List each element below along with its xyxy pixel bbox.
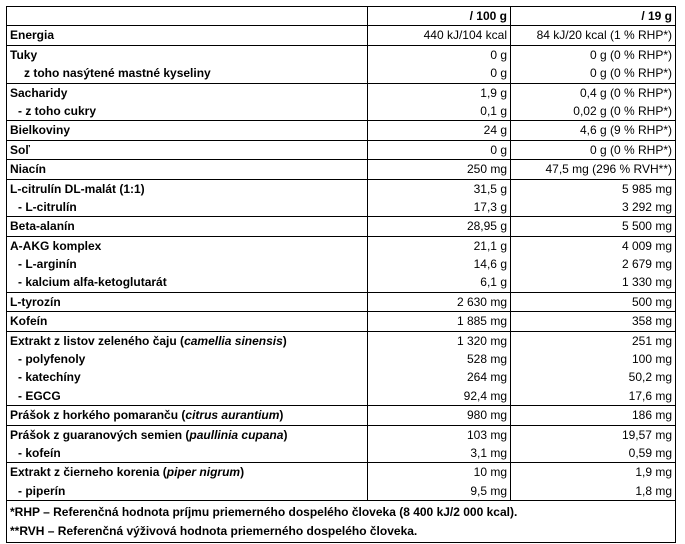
nutrient-label: - L-arginín bbox=[18, 257, 77, 272]
nutrient-name bbox=[10, 273, 364, 291]
nutrient-name bbox=[10, 406, 364, 424]
table-row-group bbox=[7, 331, 676, 406]
header-col-per-serving: / 19 g bbox=[511, 7, 676, 26]
value-per-100g: 528 mg bbox=[466, 352, 507, 367]
latin-name: citrus aurantium bbox=[185, 408, 280, 423]
per-100g-cell bbox=[368, 292, 511, 311]
nutrient-name bbox=[10, 463, 364, 481]
table-row-group bbox=[7, 26, 676, 45]
value-per-100g: 14,6 g bbox=[473, 257, 507, 272]
value-per-serving: 0 g (0 % RHP*) bbox=[589, 66, 672, 81]
per-100g-cell bbox=[368, 236, 511, 292]
value-per-100g: 1 885 mg bbox=[456, 314, 507, 329]
value-per-serving: 100 mg bbox=[631, 352, 672, 367]
value-per-serving: 5 500 mg bbox=[621, 219, 672, 234]
nutrient-name bbox=[10, 426, 364, 444]
value-per-serving: 358 mg bbox=[631, 314, 672, 329]
value-per-serving: 5 985 mg bbox=[621, 181, 672, 196]
table-header-row bbox=[7, 7, 676, 26]
per-serving-cell bbox=[511, 406, 676, 425]
per-100g-cell bbox=[368, 331, 511, 406]
nutrient-label: L-tyrozín bbox=[10, 294, 61, 309]
nutrient-label: Beta-alanín bbox=[10, 219, 75, 234]
nutrient-name bbox=[10, 255, 364, 273]
value-per-100g: 264 mg bbox=[466, 370, 507, 385]
value-per-100g: 0,1 g bbox=[480, 103, 507, 118]
nutrient-label: - polyfenoly bbox=[18, 352, 86, 367]
table-row-group bbox=[7, 217, 676, 236]
value-per-serving: 0,59 mg bbox=[628, 445, 672, 460]
nutrition-table bbox=[6, 6, 676, 543]
value-per-100g: 3,1 mg bbox=[470, 445, 507, 460]
table-row-group bbox=[7, 121, 676, 140]
nutrient-name-cell bbox=[7, 292, 368, 311]
nutrient-label: A-AKG komplex bbox=[10, 238, 102, 253]
nutrient-name-cell bbox=[7, 26, 368, 45]
value-per-serving: 251 mg bbox=[631, 333, 672, 348]
table-row-group bbox=[7, 312, 676, 331]
nutrient-label: Extrakt z listov zeleného čaju ( bbox=[10, 333, 185, 348]
nutrient-label: Tuky bbox=[10, 47, 38, 62]
nutrient-name bbox=[10, 64, 364, 82]
table-row-group bbox=[7, 406, 676, 425]
value-per-100g: 0 g bbox=[490, 142, 507, 157]
value-per-100g: 440 kJ/104 kcal bbox=[423, 28, 507, 43]
nutrient-label: Extrakt z čierneho korenia ( bbox=[10, 465, 167, 480]
footnotes-row bbox=[7, 501, 676, 543]
value-per-100g: 250 mg bbox=[466, 162, 507, 177]
nutrient-name-cell bbox=[7, 217, 368, 236]
table-row-group bbox=[7, 292, 676, 311]
value-per-100g: 92,4 mg bbox=[463, 388, 507, 403]
table-row-group bbox=[7, 45, 676, 83]
nutrient-label: Niacín bbox=[10, 162, 47, 177]
nutrient-name-cell bbox=[7, 121, 368, 140]
value-per-serving: 47,5 mg (296 % RVH**) bbox=[545, 162, 672, 177]
per-serving-cell bbox=[511, 140, 676, 159]
per-serving-cell bbox=[511, 160, 676, 179]
per-serving-cell bbox=[511, 217, 676, 236]
nutrient-name bbox=[10, 444, 364, 462]
nutrient-label: Sacharidy bbox=[10, 85, 68, 100]
header-col-name bbox=[7, 7, 368, 26]
nutrient-name bbox=[10, 312, 364, 330]
value-per-serving: 50,2 mg bbox=[628, 370, 672, 385]
nutrient-name-cell bbox=[7, 45, 368, 83]
nutrient-name-cell bbox=[7, 312, 368, 331]
per-100g-cell bbox=[368, 312, 511, 331]
nutrient-name-cell bbox=[7, 140, 368, 159]
per-100g-cell bbox=[368, 160, 511, 179]
nutrient-name bbox=[10, 160, 364, 178]
footnote: *RHP – Referenčná hodnota príjmu priemerného dospelého človeka (8 400 kJ/2 000 kcal). bbox=[10, 505, 518, 520]
nutrient-name bbox=[10, 482, 364, 500]
per-serving-cell bbox=[511, 45, 676, 83]
value-per-serving: 1,9 mg bbox=[635, 465, 672, 480]
nutrient-name-cell bbox=[7, 331, 368, 406]
per-100g-cell bbox=[368, 45, 511, 83]
per-100g-cell bbox=[368, 179, 511, 217]
nutrient-label: - z toho cukry bbox=[18, 103, 97, 118]
value-per-serving: 0,4 g (0 % RHP*) bbox=[579, 85, 672, 100]
per-100g-cell bbox=[368, 26, 511, 45]
value-per-serving: 500 mg bbox=[631, 294, 672, 309]
value-per-100g: 103 mg bbox=[466, 427, 507, 442]
value-per-100g: 17,3 g bbox=[473, 199, 507, 214]
value-per-serving: 19,57 mg bbox=[621, 427, 672, 442]
nutrient-name bbox=[10, 84, 364, 102]
nutrient-name bbox=[10, 180, 364, 198]
nutrient-name bbox=[10, 198, 364, 216]
per-100g-cell bbox=[368, 83, 511, 121]
nutrient-label: Soľ bbox=[10, 142, 30, 157]
per-serving-cell bbox=[511, 463, 676, 501]
value-per-serving: 0,02 g (0 % RHP*) bbox=[573, 103, 672, 118]
nutrient-label: - kofeín bbox=[18, 445, 61, 460]
nutrient-name-cell bbox=[7, 236, 368, 292]
value-per-serving: 4,6 g (9 % RHP*) bbox=[579, 123, 672, 138]
value-per-100g: 1 320 mg bbox=[456, 333, 507, 348]
value-per-100g: 24 g bbox=[483, 123, 507, 138]
nutrient-name bbox=[10, 46, 364, 64]
value-per-serving: 0 g (0 % RHP*) bbox=[589, 47, 672, 62]
per-serving-cell bbox=[511, 121, 676, 140]
nutrient-name bbox=[10, 293, 364, 311]
nutrient-name-cell bbox=[7, 425, 368, 463]
per-100g-cell bbox=[368, 121, 511, 140]
nutrient-label: L-citrulín DL-malát (1:1) bbox=[10, 181, 145, 196]
nutrient-name bbox=[10, 332, 364, 350]
value-per-100g: 2 630 mg bbox=[456, 294, 507, 309]
value-per-100g: 1,9 g bbox=[480, 85, 507, 100]
nutrient-name-cell bbox=[7, 179, 368, 217]
nutrient-name-cell bbox=[7, 160, 368, 179]
value-per-serving: 3 292 mg bbox=[621, 199, 672, 214]
table-row-group bbox=[7, 83, 676, 121]
value-per-serving: 17,6 mg bbox=[628, 388, 672, 403]
nutrient-label: - katechíny bbox=[18, 370, 81, 385]
value-per-serving: 84 kJ/20 kcal (1 % RHP*) bbox=[536, 28, 672, 43]
latin-name: camellia sinensis bbox=[184, 333, 283, 348]
footnote: **RVH – Referenčná výživová hodnota priemerného dospelého človeka. bbox=[10, 523, 418, 538]
nutrient-name bbox=[10, 121, 364, 139]
value-per-100g: 980 mg bbox=[466, 408, 507, 423]
value-per-serving: 4 009 mg bbox=[621, 238, 672, 253]
table-row-group bbox=[7, 140, 676, 159]
latin-name: paullinia cupana bbox=[189, 427, 284, 442]
nutrient-name-cell bbox=[7, 406, 368, 425]
nutrient-name bbox=[10, 350, 364, 368]
nutrient-label: Kofeín bbox=[10, 314, 48, 329]
value-per-serving: 1 330 mg bbox=[621, 275, 672, 290]
nutrient-name-cell bbox=[7, 83, 368, 121]
per-serving-cell bbox=[511, 236, 676, 292]
value-per-100g: 9,5 mg bbox=[470, 483, 507, 498]
latin-name: piper nigrum bbox=[166, 465, 241, 480]
nutrient-label: - kalcium alfa-ketoglutarát bbox=[18, 275, 167, 290]
nutrient-name bbox=[10, 387, 364, 405]
nutrient-name-cell bbox=[7, 463, 368, 501]
per-serving-cell bbox=[511, 331, 676, 406]
nutrient-name bbox=[10, 102, 364, 120]
per-serving-cell bbox=[511, 312, 676, 331]
value-per-100g: 21,1 g bbox=[473, 238, 507, 253]
header-col-per-100g: / 100 g bbox=[368, 7, 511, 26]
nutrient-label: Bielkoviny bbox=[10, 123, 71, 138]
nutrient-label: - L-citrulín bbox=[18, 199, 77, 214]
per-100g-cell bbox=[368, 406, 511, 425]
per-serving-cell bbox=[511, 83, 676, 121]
per-serving-cell bbox=[511, 425, 676, 463]
nutrient-name bbox=[10, 141, 364, 159]
latin-suffix: ) bbox=[240, 465, 245, 480]
value-per-100g: 0 g bbox=[490, 47, 507, 62]
nutrient-label: - EGCG bbox=[18, 388, 61, 403]
latin-suffix: ) bbox=[279, 408, 284, 423]
nutrient-label: z toho nasýtené mastné kyseliny bbox=[24, 66, 211, 81]
value-per-100g: 10 mg bbox=[473, 465, 507, 480]
value-per-serving: 1,8 mg bbox=[635, 483, 672, 498]
value-per-100g: 0 g bbox=[490, 66, 507, 81]
per-100g-cell bbox=[368, 140, 511, 159]
value-per-serving: 2 679 mg bbox=[621, 257, 672, 272]
per-100g-cell bbox=[368, 425, 511, 463]
per-100g-cell bbox=[368, 217, 511, 236]
value-per-100g: 6,1 g bbox=[480, 275, 507, 290]
table-row-group bbox=[7, 179, 676, 217]
nutrient-label: Prášok z horkého pomaranču ( bbox=[10, 408, 186, 423]
table-row-group bbox=[7, 236, 676, 292]
value-per-serving: 186 mg bbox=[631, 408, 672, 423]
per-100g-cell bbox=[368, 463, 511, 501]
nutrient-name bbox=[10, 368, 364, 386]
table-row-group bbox=[7, 160, 676, 179]
per-serving-cell bbox=[511, 292, 676, 311]
nutrient-name bbox=[10, 26, 364, 44]
per-serving-cell bbox=[511, 26, 676, 45]
nutrient-name bbox=[10, 237, 364, 255]
nutrient-name bbox=[10, 217, 364, 235]
value-per-serving: 0 g (0 % RHP*) bbox=[589, 142, 672, 157]
value-per-100g: 31,5 g bbox=[473, 181, 507, 196]
nutrient-label: - piperín bbox=[18, 483, 66, 498]
table-row-group bbox=[7, 425, 676, 463]
table-row-group bbox=[7, 463, 676, 501]
latin-suffix: ) bbox=[282, 333, 287, 348]
latin-suffix: ) bbox=[283, 427, 288, 442]
nutrient-label: Energia bbox=[10, 28, 55, 43]
nutrient-label: Prášok z guaranových semien ( bbox=[10, 427, 190, 442]
per-serving-cell bbox=[511, 179, 676, 217]
value-per-100g: 28,95 g bbox=[466, 219, 507, 234]
footnotes-cell bbox=[7, 501, 676, 543]
